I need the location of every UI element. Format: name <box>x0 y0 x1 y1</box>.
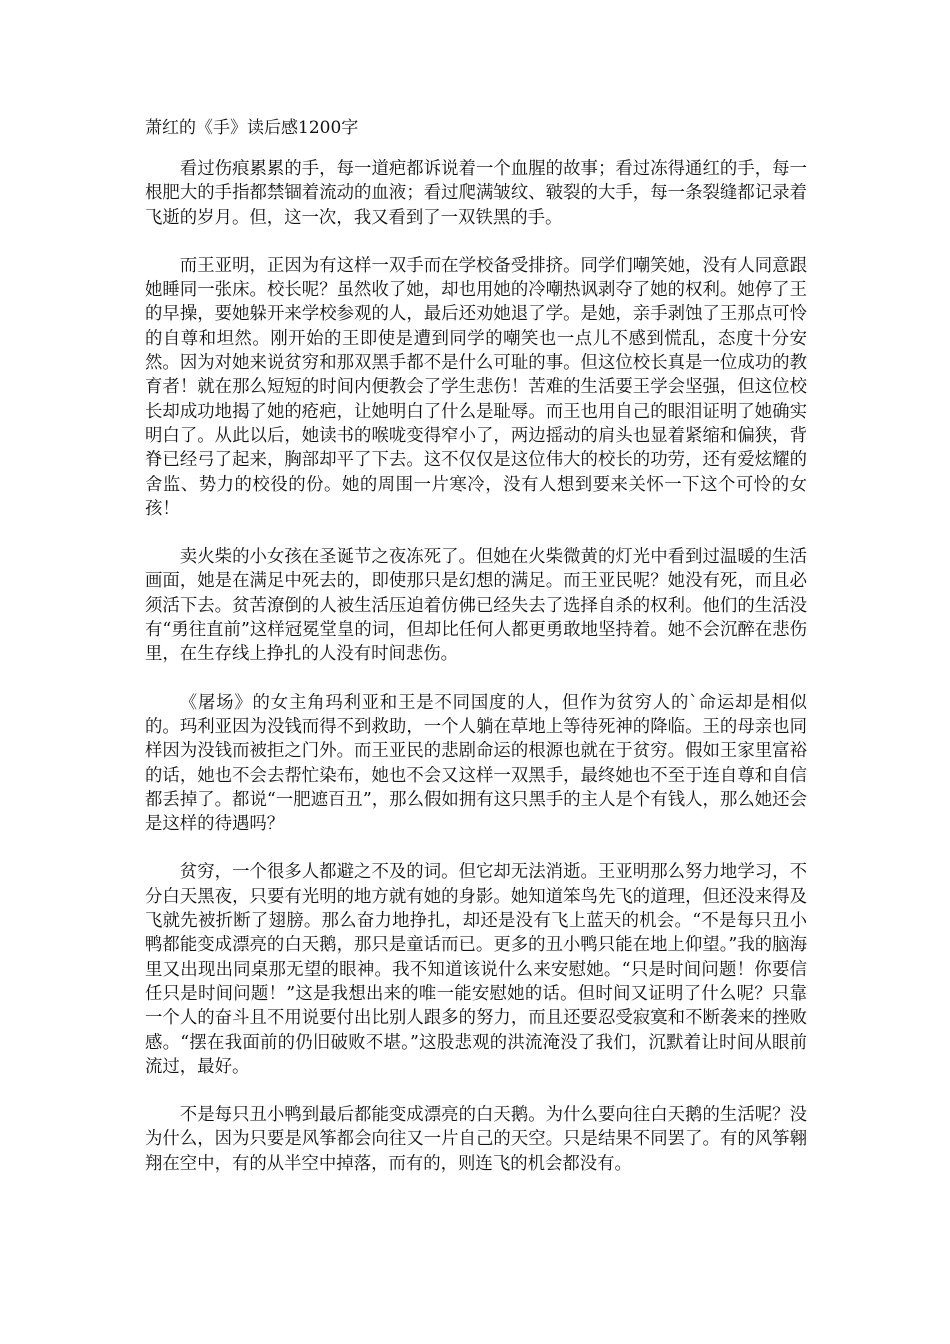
paragraph-5: 贫穷，一个很多人都避之不及的词。但它却无法消逝。王亚明那么努力地学习，不分白天黑夜，只要有光明的地方就有她的身影。她知道笨鸟先飞的道理，但还没来得及飞就先被折断了翅膀。那么奋力地挣扎，却还是没有飞上蓝天的机会。“不是每只丑小鸭都能变成漂亮的白天鹅，那只是童话而已。更多的丑小鸭只能在地上仰望。”我的脑海里又出现出同桌那无望的眼神。我不知道该说什么来安慰她。“只是时间问题！你要信任只是时间问题！”这是我想出来的唯一能安慰她的话。但时间又证明了什么呢？只靠一个人的奋斗且不用说要付出比别人跟多的努力，而且还要忍受寂寞和不断袭来的挫败感。“摆在我面前的仍旧破败不堪。”这股悲观的洪流淹没了我们，沉默着让时间从眼前流过，最好。 <box>145 862 807 1077</box>
paragraph-3: 卖火柴的小女孩在圣诞节之夜冻死了。但她在火柴微黄的灯光中看到过温暖的生活画面，她是在满足中死去的，即使那只是幻想的满足。而王亚民呢？她没有死，而且必须活下去。贫苦潦倒的人被生活压迫着仿佛已经失去了选择自杀的权利。他们的生活没有“勇往直前”这样冠冕堂皇的词，但却比任何人都更勇敢地坚持着。她不会沉醉在悲伤里，在生存线上挣扎的人没有时间悲伤。 <box>145 547 807 665</box>
document-title: 萧红的《手》读后感1200字 <box>145 118 359 138</box>
paragraph-1: 看过伤痕累累的手，每一道疤都诉说着一个血腥的故事；看过冻得通红的手，每一根肥大的手指都禁锢着流动的血液；看过爬满皱纹、皲裂的大手，每一条裂缝都记录着飞逝的岁月。但，这一次，我又看到了一双铁黑的手。 <box>145 159 807 228</box>
document-page <box>145 116 807 1200</box>
paragraph-2: 而王亚明，正因为有这样一双手而在学校备受排挤。同学们嘲笑她，没有人同意跟她睡同一张床。校长呢？虽然收了她，却也用她的冷嘲热讽剥夺了她的权利。她停了王的早操，要她躲开来学校参观的人，最后还劝她退了学。是她，亲手剥蚀了王那点可怜的自尊和坦然。刚开始的王即使是遭到同学的嘲笑也一点儿不感到慌乱，态度十分安然。因为对她来说贫穷和那双黑手都不是什么可耻的事。但这位校长真是一位成功的教育者！就在那么短短的时间内便教会了学生悲伤！苦难的生活要王学会坚强，但这位校长却成功地揭了她的疮疤，让她明白了什么是耻辱。而王也用自己的眼泪证明了她确实明白了。从此以后，她读书的喉咙变得窄小了，两边摇动的肩头也显着紧缩和偏狭，背脊已经弓了起来，胸部却平了下去。这不仅仅是这位伟大的校长的功劳，还有爱炫耀的舍监、势力的校役的份。她的周围一片寒冷，没有人想到要来关怀一下这个可怜的女孩！ <box>145 255 807 519</box>
paragraph-6: 不是每只丑小鸭到最后都能变成漂亮的白天鹅。为什么要向往白天鹅的生活呢？没为什么，因为只要是风筝都会向往又一片自己的天空。只是结果不同罢了。有的风筝翱翔在空中，有的从半空中掉落，而有的，则连飞的机会都没有。 <box>145 1105 807 1174</box>
paragraph-4: 《屠场》的女主角玛利亚和王是不同国度的人，但作为贫穷人的`命运却是相似的。玛利亚因为没钱而得不到救助，一个人躺在草地上等待死神的降临。王的母亲也同样因为没钱而被拒之门外。而王亚民的悲剧命运的根源也就在于贫穷。假如王家里富裕的话，她也不会去帮忙染布，她也不会又这样一双黑手，最终她也不至于连自尊和自信都丢掉了。都说“一肥遮百丑”，那么假如拥有这只黑手的主人是个有钱人，那么她还会是这样的待遇吗？ <box>145 692 807 835</box>
